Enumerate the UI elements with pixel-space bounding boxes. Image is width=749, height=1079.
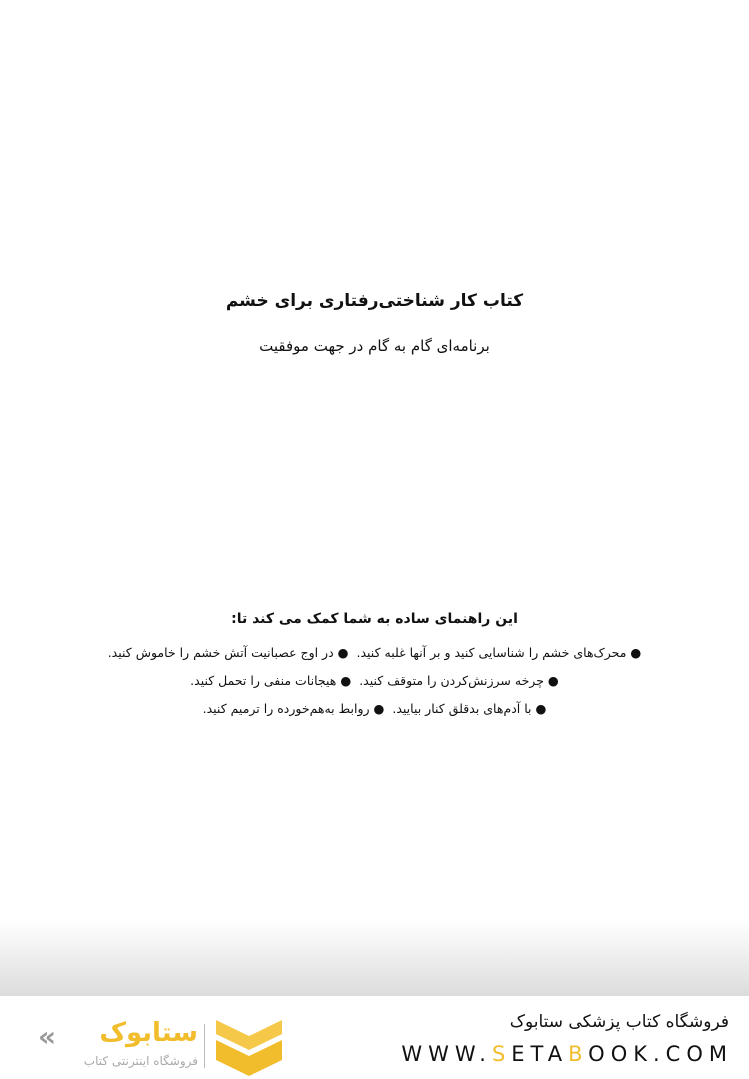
book-subtitle: برنامه‌ای گام به گام در جهت موفقیت [259, 337, 490, 355]
intro-heading: این راهنمای ساده به شما کمک می کند تا: [231, 611, 518, 627]
chevron-logo-icon [216, 1020, 282, 1076]
bullet-text: محرک‌های خشم را شناسایی کنید و بر آنها غلبه کنید. [356, 645, 627, 660]
book-title: کتاب کار شناختی‌رفتاری برای خشم [225, 291, 524, 311]
store-url[interactable]: WWW.SETABOOK.COM [401, 1042, 733, 1066]
list-item: ● چرخه سرزنش‌کردن را متوقف کنید. ● هیجانات منفی را تحمل کنید. [190, 673, 559, 688]
divider [204, 1024, 205, 1068]
brand-word: ستابوک [99, 1018, 198, 1048]
footer-banner [0, 996, 749, 1079]
bullet-text: روابط به‌هم‌خورده را ترمیم کنید. [202, 701, 370, 716]
bullet-text: در اوج عصبانیت آتش خشم را خاموش کنید. [107, 645, 334, 660]
store-name: فروشگاه کتاب پزشکی ستابوک [509, 1012, 729, 1032]
bullet-text: چرخه سرزنش‌کردن را متوقف کنید. [359, 673, 544, 688]
footer-shadow [0, 920, 749, 996]
list-item: ● با آدم‌های بدقلق کنار بیایید. ● روابط به‌هم‌خورده را ترمیم کنید. [202, 701, 547, 716]
arrows-icon: « [38, 1020, 57, 1053]
setabook-logo [38, 1018, 198, 1073]
benefit-list [0, 643, 749, 727]
bullet-text: با آدم‌های بدقلق کنار بیایید. [392, 701, 532, 716]
bullet-text: هیجانات منفی را تحمل کنید. [190, 673, 337, 688]
list-item: ● محرک‌های خشم را شناسایی کنید و بر آنها غلبه کنید. ● در اوج عصبانیت آتش خشم را خاموش کنید. [107, 645, 642, 660]
brand-tagline: فروشگاه اینترنتی کتاب [83, 1054, 198, 1068]
